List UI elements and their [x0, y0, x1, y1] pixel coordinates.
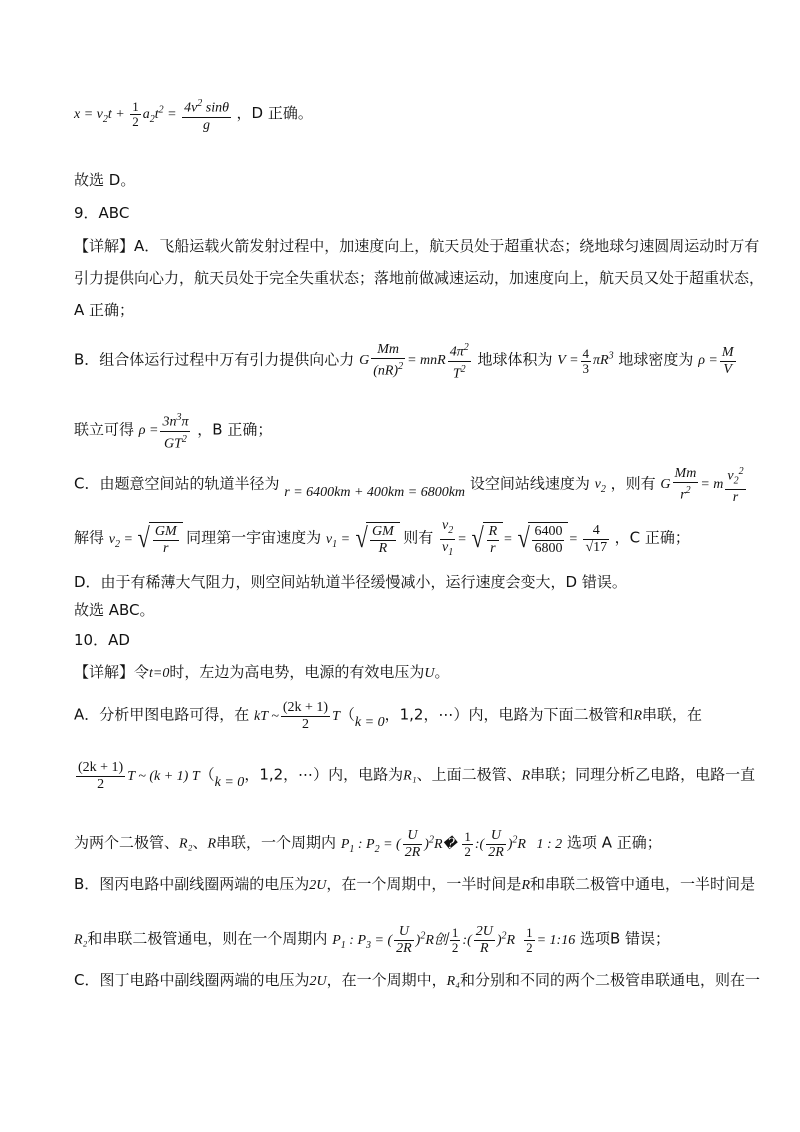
line-20 [74, 970, 761, 992]
line-4: 【详解】A．飞船运载火箭发射过程中，加速度向上，航天员处于超重状态；绕地球匀速圆周运动时万有 [74, 237, 760, 255]
formula-power-ratio-b: $P_1$ : $P_3$ = ( $\frac{U}{2R}$ )$^2$R创 $\frac{1}{2}$ :( $\frac{2U}{R}$ )$^2$R $\frac{1}{2}$ = 1:16 [332, 924, 576, 956]
line-18-r: R [521, 878, 530, 893]
formula-density: ρ = $\frac{M}{V}$ [698, 344, 734, 377]
formula-k0-1: k = 0 [354, 714, 385, 730]
line-3: 9．ABC [74, 204, 130, 222]
line-19-c: 选项B 错误； [579, 929, 671, 948]
line-7-c: 地球密度为 [618, 350, 694, 369]
line-5: 引力提供向心力，航天员处于完全失重状态；落地前做减速运动，加速度向上，航天员又处于超重状态， [74, 269, 765, 287]
line-11: D．由于有稀薄大气阻力，则空间站轨道半径缓慢减小，运行速度会变大，D 错误。 [74, 573, 627, 591]
formula-v2-result: $v_2$ = √ $\frac{GM}{r}$ [109, 532, 186, 547]
line-8-a: 联立可得 [74, 420, 135, 439]
line-15-a: A．分析甲图电路可得，在 [74, 705, 250, 724]
line-1 [74, 96, 740, 134]
formula-power-ratio-a: $P_1$ : $P_2$ = ( $\frac{U}{2R}$ )$^2$R� $\frac{1}{2}$ :( $\frac{U}{2R}$ )$^2$R 1 : 2 [340, 828, 563, 860]
line-2: 故选 D。 [74, 171, 136, 189]
line-19 [74, 924, 740, 957]
line-10 [74, 518, 740, 561]
line-7-b: 地球体积为 [477, 350, 553, 369]
line-16-paren: （ [199, 765, 215, 784]
formula-volume: V = $\frac{4}{3}$ $\pi R^3$ [557, 345, 614, 376]
line-14-t0: t=0 [149, 666, 170, 681]
line-15 [74, 700, 740, 733]
line-20-r4: R₄ [446, 974, 461, 989]
line-9-b: 设空间站线速度为 [469, 474, 590, 493]
line-17 [74, 828, 740, 861]
formula-interval-2: $\frac{(2k + 1)}{2}$ T ~ (k + 1) T [78, 760, 200, 792]
line-17-c: 、 [192, 833, 208, 852]
formula-density-result: ρ = $\frac{3n^3\pi}{GT^2}$ [138, 412, 189, 452]
formula-v1: $v_1$ = √ $\frac{GM}{R}$ [326, 532, 403, 547]
line-20-e: 和分别和不同的两个二极管串联通电，则在一 [460, 971, 761, 989]
formula-orbit-radius: r = 6400km + 400km = 6800km [284, 485, 466, 501]
line-17-a: 为两个二极管、 [74, 833, 180, 852]
line-18-2u: 2U [309, 878, 327, 893]
line-7-a: B．组合体运行过程中万有引力提供向心力 [74, 350, 355, 369]
line-14-a: 【详解】令 [74, 663, 150, 681]
line-16-d: 、上面二极管、 [416, 765, 522, 784]
formula-velocity-ratio: $\frac{v_2}{v_1}$ = √ $\frac{R}{r}$ = √ $\frac{6400}{6800}$ = $\frac{4}{√17}$ [442, 518, 608, 558]
line-16 [74, 760, 756, 793]
line-19-r2: R₂ [74, 932, 88, 948]
line-20-c: ，在一个周期中， [326, 971, 447, 989]
line-18 [74, 874, 756, 896]
formula-interval-1: kT ~ $\frac{(2k + 1)}{2}$ T [254, 700, 340, 732]
line-19-b: 和串联二极管通电，则在一个周期内 [87, 929, 328, 948]
line-17-r2: R₂ [179, 836, 193, 852]
formula-gravitation: G $\frac{Mm}{(nR)^2}$ = mnR $\frac{4\pi^2}{T^2}$ [359, 342, 469, 382]
line-16-f: 串联；同理分析乙电路，电路一直 [530, 765, 756, 784]
line-10-a: 解得 [74, 528, 105, 547]
line-14-u: U [424, 666, 435, 681]
line-18-a: B．图丙电路中副线圈两端的电压为 [74, 875, 310, 893]
formula-k0-2: k = 0 [214, 774, 245, 790]
line-15-e: 串联，在 [642, 705, 703, 724]
line-18-c: ，在一个周期中，一半时间是 [326, 875, 522, 893]
line-9 [74, 464, 744, 506]
formula-v2: $v_2$ [594, 477, 606, 496]
line-10-b: 同理第一宇宙速度为 [186, 528, 322, 547]
line-18-e: 和串联二极管中通电，一半时间是 [530, 875, 756, 893]
line-17-r: R [207, 836, 217, 852]
line-12: 故选 ABC。 [74, 601, 155, 619]
line-16-r1: R₁ [403, 768, 417, 784]
formula-x: $x = v_2t$ + $\frac{1}{2}$ $a_2t^2$ = $\frac{4v^2 \sin\theta}{g}$ [74, 98, 229, 133]
line-14 [74, 662, 740, 684]
line-10-c: 则有 [403, 528, 434, 547]
line-1-text: ，D 正确。 [236, 104, 313, 123]
line-8-b: ，B 正确； [197, 420, 273, 439]
line-16-r: R [521, 768, 531, 784]
line-15-paren: （ [339, 705, 355, 724]
line-20-a: C．图丁电路中副线圈两端的电压为 [74, 971, 310, 989]
line-13: 10．AD [74, 631, 130, 649]
line-14-c: 时，左边为高电势，电源的有效电压为 [169, 663, 425, 681]
line-16-b: ，1,2，⋯）内，电路为 [244, 765, 404, 784]
formula-centripetal: G $\frac{Mm}{r^2}$ = m $\frac{v_2^2}{r}$ [660, 466, 744, 506]
line-15-r: R [633, 708, 643, 724]
line-9-c: ，则有 [610, 474, 656, 493]
line-20-2u: 2U [309, 974, 327, 989]
line-10-d: ，C 正确； [614, 528, 690, 547]
line-6: A 正确； [74, 301, 135, 319]
line-7 [74, 340, 740, 382]
line-17-e: 串联，一个周期内 [216, 833, 337, 852]
line-8 [74, 410, 740, 452]
line-9-a: C．由题意空间站的轨道半径为 [74, 474, 280, 493]
line-15-c: ，1,2，⋯）内，电路为下面二极管和 [384, 705, 634, 724]
line-17-f: 选项 A 正确； [566, 833, 662, 852]
line-14-e: 。 [434, 663, 450, 681]
